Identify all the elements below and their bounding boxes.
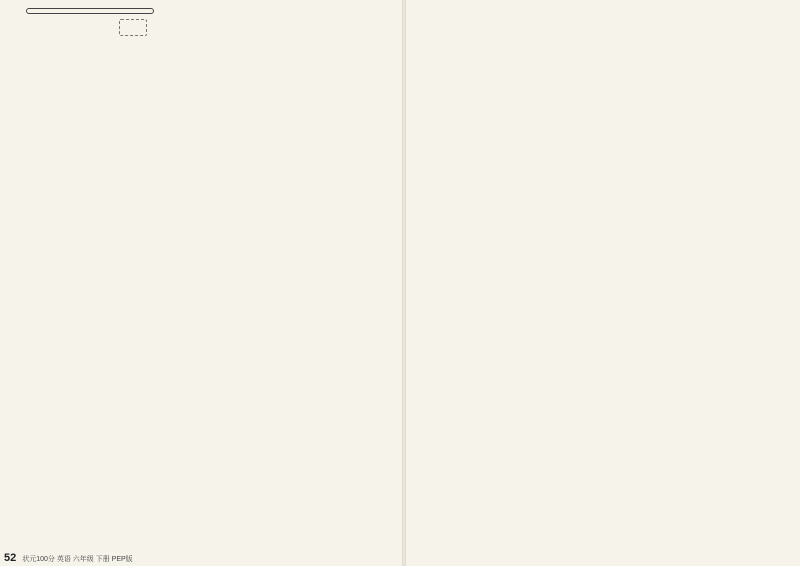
column-2 (205, 6, 401, 556)
page-footer (4, 552, 133, 564)
ticket-shape (119, 19, 147, 36)
page-number: 52 (4, 552, 17, 564)
farmhouse-card (26, 8, 154, 14)
page-gutter (402, 0, 406, 566)
footer-text: 状元100分 英语 六年级 下册 PEP版 (22, 556, 133, 563)
column-1 (4, 6, 197, 556)
column-3 (409, 6, 599, 558)
column-4 (606, 6, 792, 558)
